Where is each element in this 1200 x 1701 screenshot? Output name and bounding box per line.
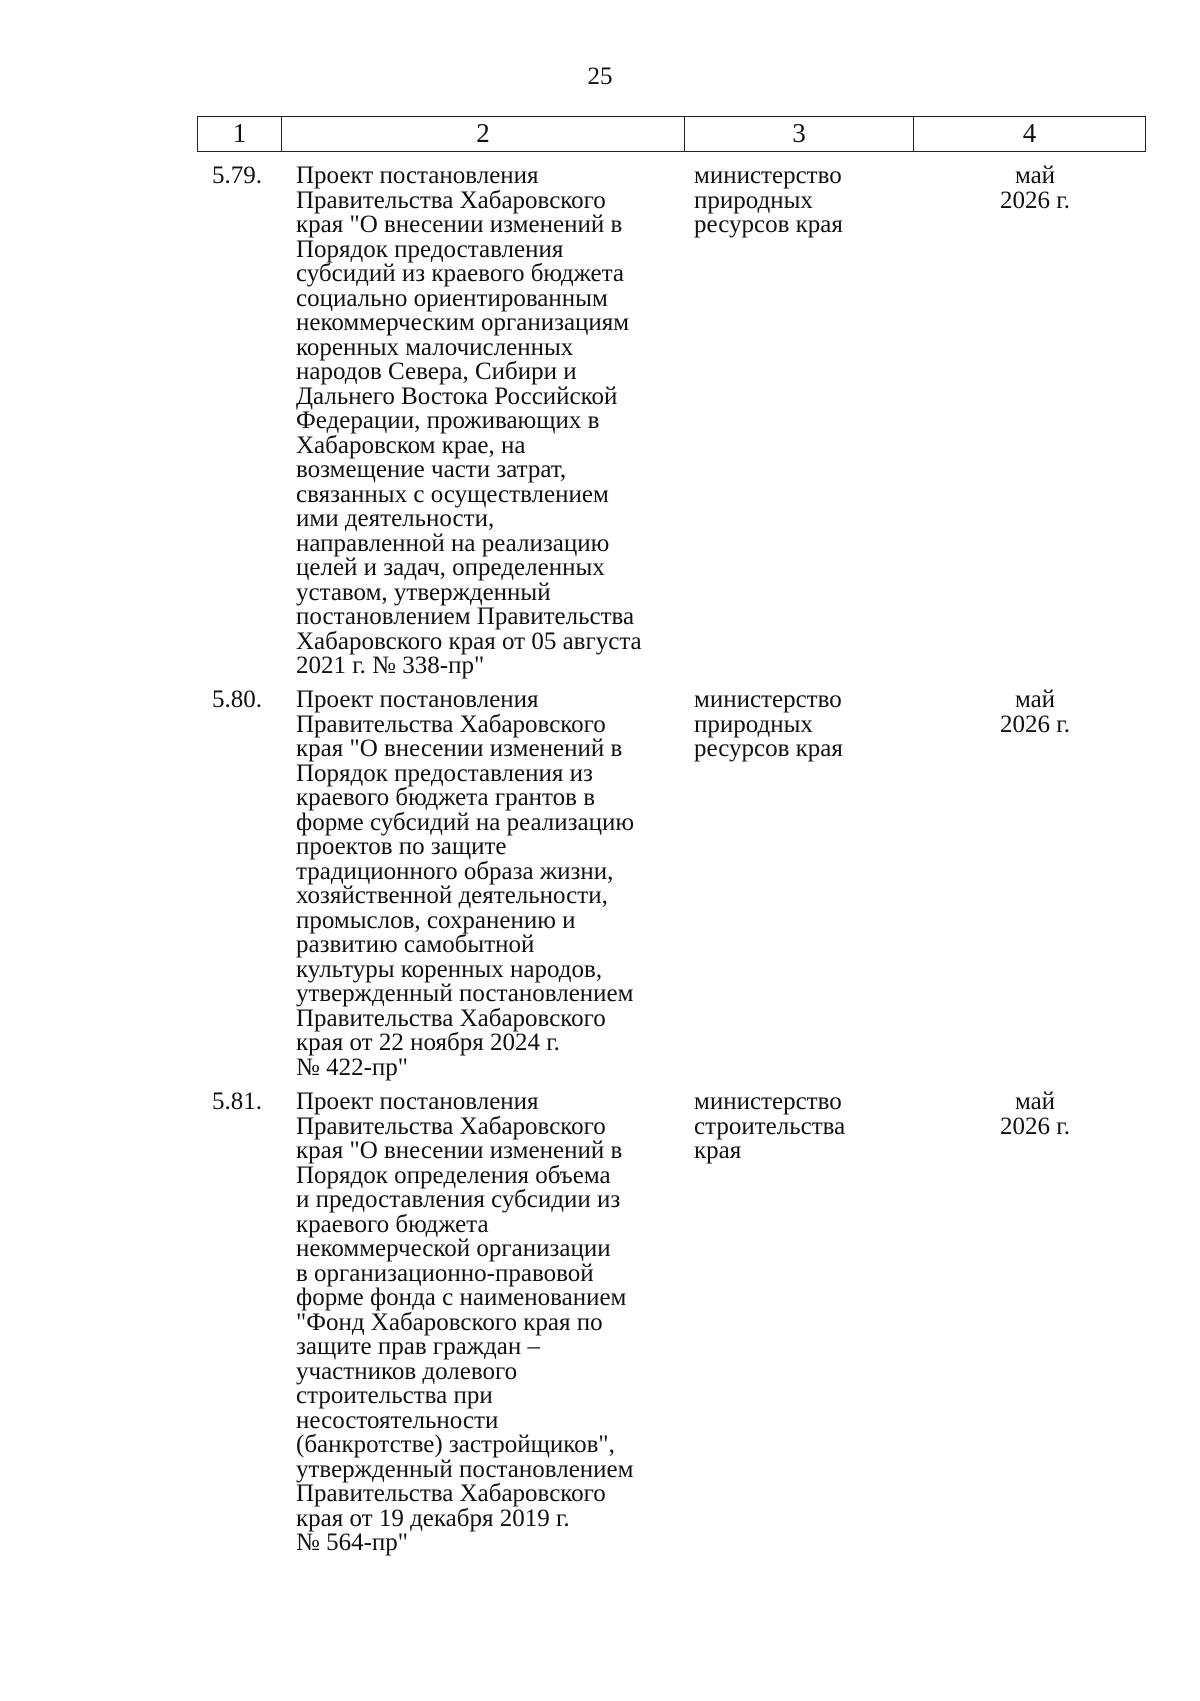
row-description: Проект постановления Правительства Хабаровского края "О внесении изменений в Порядок предоставления субсидий из краевого бюджета социально ориентированным некоммерческим организациям коренных малочисленных народов Севера, Сибири и Дальнего Востока Российской Федерации, проживающих в Хабаровском крае, на возмещение части затрат, связанных с осуществлением ими деятельности, направленной на реализацию целей и задач, определенных уставом, утвержденный постановлением Правительства Хабаровского края от 05 августа 2021 г. № 338-пр": [296, 162, 642, 679]
header-col-2: 2: [282, 117, 685, 151]
row-organization: министерство природных ресурсов края: [694, 162, 843, 238]
row-organization: министерство природных ресурсов края: [694, 686, 843, 762]
row-number: 5.81.: [212, 1088, 262, 1115]
row-deadline: май 2026 г.: [1000, 1088, 1070, 1140]
row-deadline: май 2026 г.: [1000, 686, 1070, 738]
row-deadline: май 2026 г.: [1000, 162, 1070, 214]
table-header: [197, 116, 1146, 152]
row-description: Проект постановления Правительства Хабаровского края "О внесении изменений в Порядок предоставления из краевого бюджета грантов в форме субсидий на реализацию проектов по защите традиционного образа жизни, хозяйственной деятельности, промыслов, сохранению и развитию самобытной культуры коренных народов, утвержденный постановлением Правительства Хабаровского края от 22 ноября 2024 г. № 422-пр": [296, 686, 635, 1081]
row-description: Проект постановления Правительства Хабаровского края "О внесении изменений в Порядок определения объема и предоставления субсидии из краевого бюджета некоммерческой организации в организационно-правовой форме фонда с наименованием "Фонд Хабаровского края по защите прав граждан – участников долевого строительства при несостоятельности (банкротстве) застройщиков", утвержденный постановлением Правительства Хабаровского края от 19 декабря 2019 г. № 564-пр": [296, 1088, 634, 1556]
row-number: 5.79.: [212, 162, 262, 189]
header-col-1: 1: [198, 117, 282, 151]
page-number: 25: [587, 63, 613, 90]
row-organization: министерство строительства края: [694, 1088, 846, 1164]
header-col-4: 4: [1022, 118, 1037, 148]
header-col-3: 3: [685, 117, 914, 151]
row-number: 5.80.: [212, 686, 262, 713]
